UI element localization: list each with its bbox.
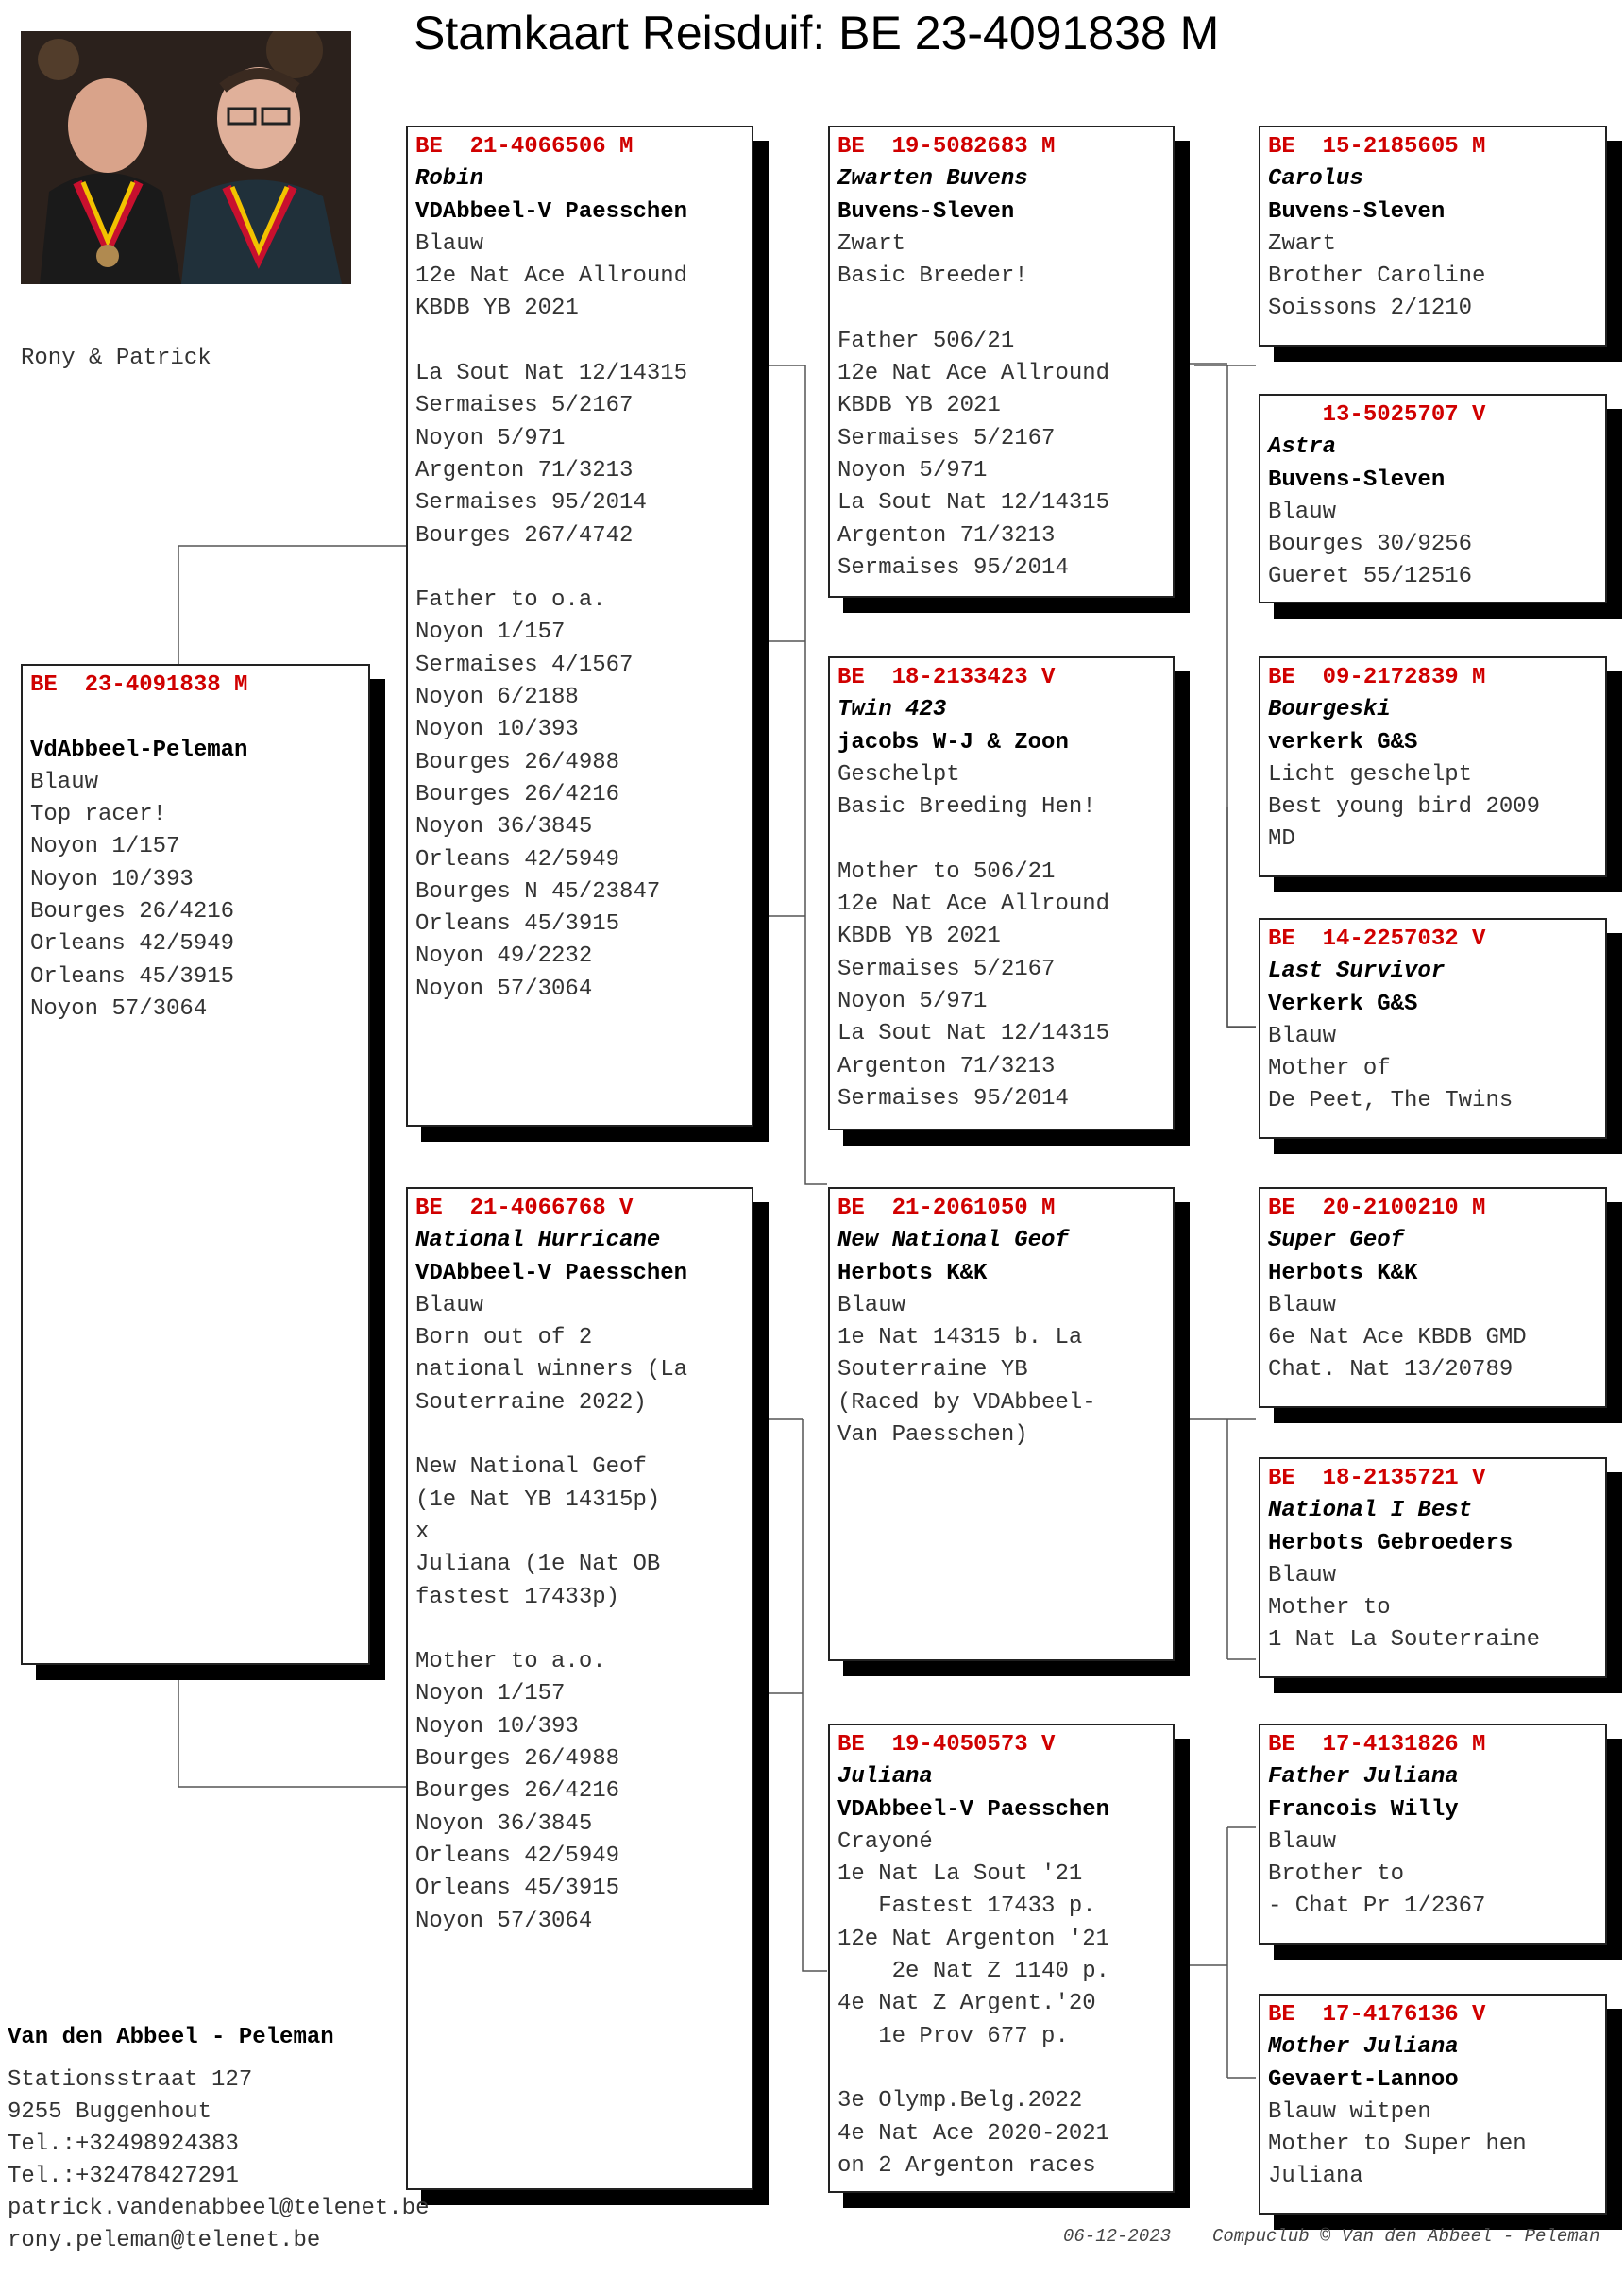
pedigree-detail-line: La Sout Nat 12/14315 (837, 490, 1110, 517)
footer-credit: Compuclub © Van den Abbeel - Peleman (1212, 2226, 1600, 2247)
pedigree-detail-line: Mother to a.o. (415, 1649, 606, 1675)
pedigree-card-father (406, 126, 753, 1127)
pedigree-detail-line (837, 293, 1165, 325)
pedigree-card-mmf (1259, 1724, 1607, 1945)
pedigree-detail-line: 4e Nat Z Argent.'20 (837, 1991, 1096, 2017)
pedigree-detail-line: Chat. Nat 13/20789 (1268, 1357, 1514, 1384)
breeder-name: VdAbbeel-Peleman (30, 737, 248, 763)
breeder-name: Herbots K&K (837, 1260, 988, 1286)
breeder-name: Buvens-Sleven (1268, 198, 1446, 225)
pedigree-detail-line: Noyon 49/2232 (415, 943, 593, 970)
pedigree-detail-line: Sermaises 95/2014 (837, 1085, 1069, 1112)
ring-number: BE 17-4176136 V (1268, 2002, 1486, 2028)
pigeon-name: Father Juliana (1268, 1764, 1459, 1791)
pedigree-detail-line: Sermaises 4/1567 (415, 652, 634, 678)
pedigree-detail-line: 12e Nat Ace Allround (415, 263, 688, 290)
pedigree-detail-line: La Sout Nat 12/14315 (837, 1021, 1110, 1047)
pedigree-detail-line: national winners (La (415, 1357, 688, 1384)
address-line: patrick.vandenabbeel@telenet.be (8, 2196, 430, 2221)
pedigree-detail-line: Juliana (1268, 2164, 1363, 2190)
pedigree-detail-line: Bourges 267/4742 (415, 522, 634, 549)
pedigree-detail-line: Souterraine 2022) (415, 1389, 647, 1416)
pedigree-detail-line: 12e Nat Ace Allround (837, 892, 1110, 918)
pedigree-detail-line: Sermaises 95/2014 (415, 490, 647, 517)
pedigree-detail-line: New National Geof (415, 1454, 647, 1481)
pedigree-detail-line: (Raced by VDAbbeel- (837, 1389, 1096, 1416)
pedigree-detail-line: Zwart (837, 230, 906, 257)
pedigree-detail-line: Bourges 26/4216 (30, 899, 235, 926)
pigeon-name: Super Geof (1268, 1228, 1405, 1254)
ring-number: BE 18-2135721 V (1268, 1466, 1486, 1491)
breeder-name: Buvens-Sleven (837, 198, 1015, 225)
pedigree-detail-line: x (415, 1519, 430, 1545)
pigeon-name: National I Best (1268, 1498, 1473, 1524)
pedigree-detail-line (837, 2053, 1165, 2085)
breeder-name: Verkerk G&S (1268, 991, 1418, 1017)
ring-number: BE 21-4066506 M (415, 134, 634, 160)
pedigree-card-mmm (1259, 1994, 1607, 2215)
pedigree-detail-line: Blauw (1268, 1828, 1337, 1855)
pedigree-detail-line: Orleans 45/3915 (30, 963, 235, 990)
pedigree-detail-line: 12e Nat Ace Allround (837, 361, 1110, 387)
pigeon-name: New National Geof (837, 1228, 1069, 1254)
pedigree-detail-line: Noyon 36/3845 (415, 814, 593, 841)
ring-number: BE 14-2257032 V (1268, 926, 1486, 952)
pedigree-detail-line: Brother to (1268, 1861, 1405, 1888)
pedigree-detail-line: Best young bird 2009 (1268, 794, 1541, 821)
pedigree-detail-line: Blauw (1268, 1292, 1337, 1318)
ring-number: BE 21-2061050 M (837, 1196, 1056, 1221)
pedigree-detail-line: Mother to 506/21 (837, 858, 1056, 885)
pedigree-detail-line: Blauw (30, 769, 99, 795)
breeder-name: Buvens-Sleven (1268, 467, 1446, 493)
pedigree-card-mff (1259, 1187, 1607, 1408)
pigeon-name: Mother Juliana (1268, 2034, 1459, 2061)
ring-number: 13-5025707 V (1268, 402, 1486, 428)
pedigree-detail-line: Noyon 6/2188 (415, 685, 579, 711)
pigeon-name: Bourgeski (1268, 697, 1391, 723)
pedigree-detail-line: Noyon 36/3845 (415, 1810, 593, 1837)
pigeon-name: Juliana (837, 1764, 933, 1791)
pedigree-detail-line: MD (1268, 826, 1295, 853)
pedigree-card-mf (828, 1187, 1175, 1661)
pedigree-card-ffm (1259, 394, 1607, 603)
pigeon-name: Twin 423 (837, 697, 947, 723)
pedigree-detail-line: Bourges 30/9256 (1268, 532, 1473, 558)
pedigree-detail-line: 1 Nat La Souterraine (1268, 1627, 1541, 1654)
pigeon-name: Zwarten Buvens (837, 166, 1028, 193)
ring-number: BE 21-4066768 V (415, 1196, 634, 1221)
ring-number: BE 09-2172839 M (1268, 665, 1486, 690)
pedigree-card-mfm (1259, 1457, 1607, 1678)
pedigree-detail-line: Noyon 10/393 (30, 866, 194, 892)
ring-number: BE 17-4131826 M (1268, 1732, 1486, 1758)
footer-date: 06-12-2023 (1063, 2226, 1172, 2247)
ring-number: BE 20-2100210 M (1268, 1196, 1486, 1221)
pedigree-detail-line: KBDB YB 2021 (837, 924, 1001, 950)
address-line: Tel.:+32498924383 (8, 2132, 239, 2157)
pedigree-detail-line: Bourges 26/4216 (415, 1778, 620, 1805)
pedigree-detail-line: Bourges N 45/23847 (415, 878, 661, 905)
pedigree-detail-line: Born out of 2 (415, 1325, 593, 1351)
address-line: 9255 Buggenhout (8, 2099, 212, 2125)
pedigree-detail-line: La Sout Nat 12/14315 (415, 361, 688, 387)
pedigree-detail-line: Soissons 2/1210 (1268, 296, 1473, 322)
pedigree-detail-line: Orleans 45/3915 (415, 911, 620, 938)
address-line: Tel.:+32478427291 (8, 2164, 239, 2189)
pedigree-detail-line: Mother to Super hen (1268, 2132, 1527, 2158)
pigeon-name: Astra (1268, 434, 1337, 461)
pedigree-detail-line: Licht geschelpt (1268, 761, 1473, 788)
ring-number: BE 18-2133423 V (837, 665, 1056, 690)
address-line: Stationsstraat 127 (8, 2067, 253, 2093)
pedigree-detail-line: 2e Nat Z 1140 p. (837, 1959, 1110, 1985)
pedigree-detail-line (415, 326, 744, 358)
pedigree-detail-line: Blauw (415, 1292, 484, 1318)
pedigree-card-subject (21, 664, 370, 1665)
pedigree-detail-line: Van Paesschen) (837, 1422, 1028, 1449)
pedigree-detail-line: Sermaises 5/2167 (837, 425, 1056, 451)
pedigree-detail-line: Basic Breeder! (837, 263, 1028, 290)
pedigree-card-fmf (1259, 656, 1607, 877)
pedigree-detail-line: KBDB YB 2021 (837, 393, 1001, 419)
breeder-address-block (8, 2022, 429, 2257)
ring-number: BE 19-4050573 V (837, 1732, 1056, 1758)
pedigree-detail-line: 6e Nat Ace KBDB GMD (1268, 1325, 1527, 1351)
pedigree-detail-line: Orleans 42/5949 (415, 846, 620, 873)
pedigree-detail-line: Souterraine YB (837, 1357, 1028, 1384)
breeder-name: verkerk G&S (1268, 729, 1418, 756)
pedigree-detail-line: Basic Breeding Hen! (837, 794, 1096, 821)
pedigree-detail-line: Sermaises 5/2167 (837, 956, 1056, 982)
pedigree-detail-line: Bourges 26/4988 (415, 749, 620, 775)
ring-number: BE 15-2185605 M (1268, 134, 1486, 160)
pigeon-name: National Hurricane (415, 1228, 661, 1254)
pedigree-detail-line: Orleans 42/5949 (30, 931, 235, 958)
owner-caption: Rony & Patrick (21, 346, 211, 371)
pedigree-detail-line: Juliana (1e Nat OB (415, 1552, 661, 1578)
pedigree-detail-line: KBDB YB 2021 (415, 296, 579, 322)
pedigree-detail-line: 1e Nat 14315 b. La (837, 1325, 1083, 1351)
pedigree-detail-line: Orleans 45/3915 (415, 1876, 620, 1902)
pedigree-detail-line: Geschelpt (837, 761, 960, 788)
pedigree-detail-line: Noyon 1/157 (415, 1681, 566, 1707)
pedigree-detail-line: Argenton 71/3213 (837, 522, 1056, 549)
pedigree-detail-line: Sermaises 5/2167 (415, 393, 634, 419)
pedigree-card-ff (828, 126, 1175, 598)
breeder-name: VDAbbeel-V Paesschen (415, 1260, 688, 1286)
pedigree-detail-line: Top racer! (30, 802, 167, 828)
pedigree-detail-line: 1e Prov 677 p. (837, 2023, 1069, 2049)
pedigree-detail-line: Noyon 1/157 (415, 620, 566, 646)
pedigree-detail-line: Gueret 55/12516 (1268, 564, 1473, 590)
pedigree-detail-line: - Chat Pr 1/2367 (1268, 1894, 1486, 1920)
pedigree-card-mother (406, 1187, 753, 2190)
pedigree-detail-line: Fastest 17433 p. (837, 1894, 1096, 1920)
breeder-name: Herbots K&K (1268, 1260, 1418, 1286)
pedigree-card-fmm (1259, 918, 1607, 1139)
pedigree-detail-line: fastest 17433p) (415, 1584, 620, 1610)
pedigree-detail-line (415, 552, 744, 585)
breeder-name: VDAbbeel-V Paesschen (837, 1796, 1110, 1823)
pedigree-detail-line: Zwart (1268, 230, 1337, 257)
pedigree-detail-line: Blauw (1268, 499, 1337, 525)
pedigree-detail-line: Bourges 26/4216 (415, 781, 620, 807)
pedigree-detail-line: Noyon 57/3064 (415, 1908, 593, 1934)
pedigree-detail-line: Father to o.a. (415, 587, 606, 614)
pedigree-detail-line: on 2 Argenton races (837, 2152, 1096, 2179)
pedigree-detail-line: Noyon 5/971 (837, 988, 988, 1014)
pedigree-detail-line: Mother of (1268, 1056, 1391, 1082)
address-name: Van den Abbeel - Peleman (8, 2025, 334, 2050)
pedigree-detail-line: De Peet, The Twins (1268, 1088, 1514, 1114)
pedigree-detail-line: Orleans 42/5949 (415, 1843, 620, 1869)
pedigree-detail-line: 12e Nat Argenton '21 (837, 1926, 1110, 1952)
pedigree-detail-line: Blauw (1268, 1562, 1337, 1588)
breeder-name: Herbots Gebroeders (1268, 1530, 1514, 1556)
pedigree-detail-line: Crayoné (837, 1828, 933, 1855)
pedigree-detail-line: 1e Nat La Sout '21 (837, 1861, 1083, 1888)
ring-number: BE 23-4091838 M (30, 672, 248, 698)
pedigree-detail-line: Noyon 10/393 (415, 1713, 579, 1740)
pedigree-detail-line: 4e Nat Ace 2020-2021 (837, 2120, 1110, 2147)
pedigree-detail-line: 3e Olymp.Belg.2022 (837, 2088, 1083, 2115)
pedigree-detail-line: Mother to (1268, 1595, 1391, 1622)
page-title: Stamkaart Reisduif: BE 23-4091838 M (414, 7, 1220, 59)
pedigree-detail-line: Brother Caroline (1268, 263, 1486, 290)
pedigree-detail-line: Blauw (837, 1292, 906, 1318)
pedigree-detail-line: Noyon 1/157 (30, 834, 180, 860)
pedigree-detail-line: Blauw (1268, 1023, 1337, 1049)
breeder-name: Francois Willy (1268, 1796, 1459, 1823)
pedigree-detail-line: Noyon 57/3064 (415, 976, 593, 1002)
breeder-name: Gevaert-Lannoo (1268, 2066, 1459, 2093)
pigeon-name: Last Survivor (1268, 959, 1446, 985)
pigeon-name: Carolus (1268, 166, 1363, 193)
address-line: rony.peleman@telenet.be (8, 2228, 321, 2253)
pedigree-detail-line (415, 1614, 744, 1646)
pedigree-detail-line: Blauw witpen (1268, 2098, 1431, 2125)
pedigree-card-mm (828, 1724, 1175, 2193)
breeder-name: jacobs W-J & Zoon (837, 729, 1069, 756)
pedigree-detail-line: Blauw (415, 230, 484, 257)
pedigree-detail-line: Bourges 26/4988 (415, 1746, 620, 1773)
breeder-name: VDAbbeel-V Paesschen (415, 198, 688, 225)
pedigree-card-fm (828, 656, 1175, 1130)
pigeon-name: Robin (415, 166, 484, 193)
pedigree-card-fff (1259, 126, 1607, 347)
pedigree-detail-line: Argenton 71/3213 (837, 1053, 1056, 1079)
pedigree-detail-line (837, 824, 1165, 856)
pedigree-detail-line: Noyon 10/393 (415, 717, 579, 743)
ring-number: BE 19-5082683 M (837, 134, 1056, 160)
pedigree-detail-line: Father 506/21 (837, 328, 1015, 354)
pedigree-detail-line: Noyon 57/3064 (30, 995, 208, 1022)
pedigree-detail-line: Noyon 5/971 (837, 457, 988, 484)
pedigree-detail-line: Argenton 71/3213 (415, 457, 634, 484)
pedigree-detail-line: (1e Nat YB 14315p) (415, 1486, 661, 1513)
pedigree-detail-line: Sermaises 95/2014 (837, 554, 1069, 581)
pedigree-detail-line: Noyon 5/971 (415, 425, 566, 451)
pedigree-detail-line (415, 1419, 744, 1452)
